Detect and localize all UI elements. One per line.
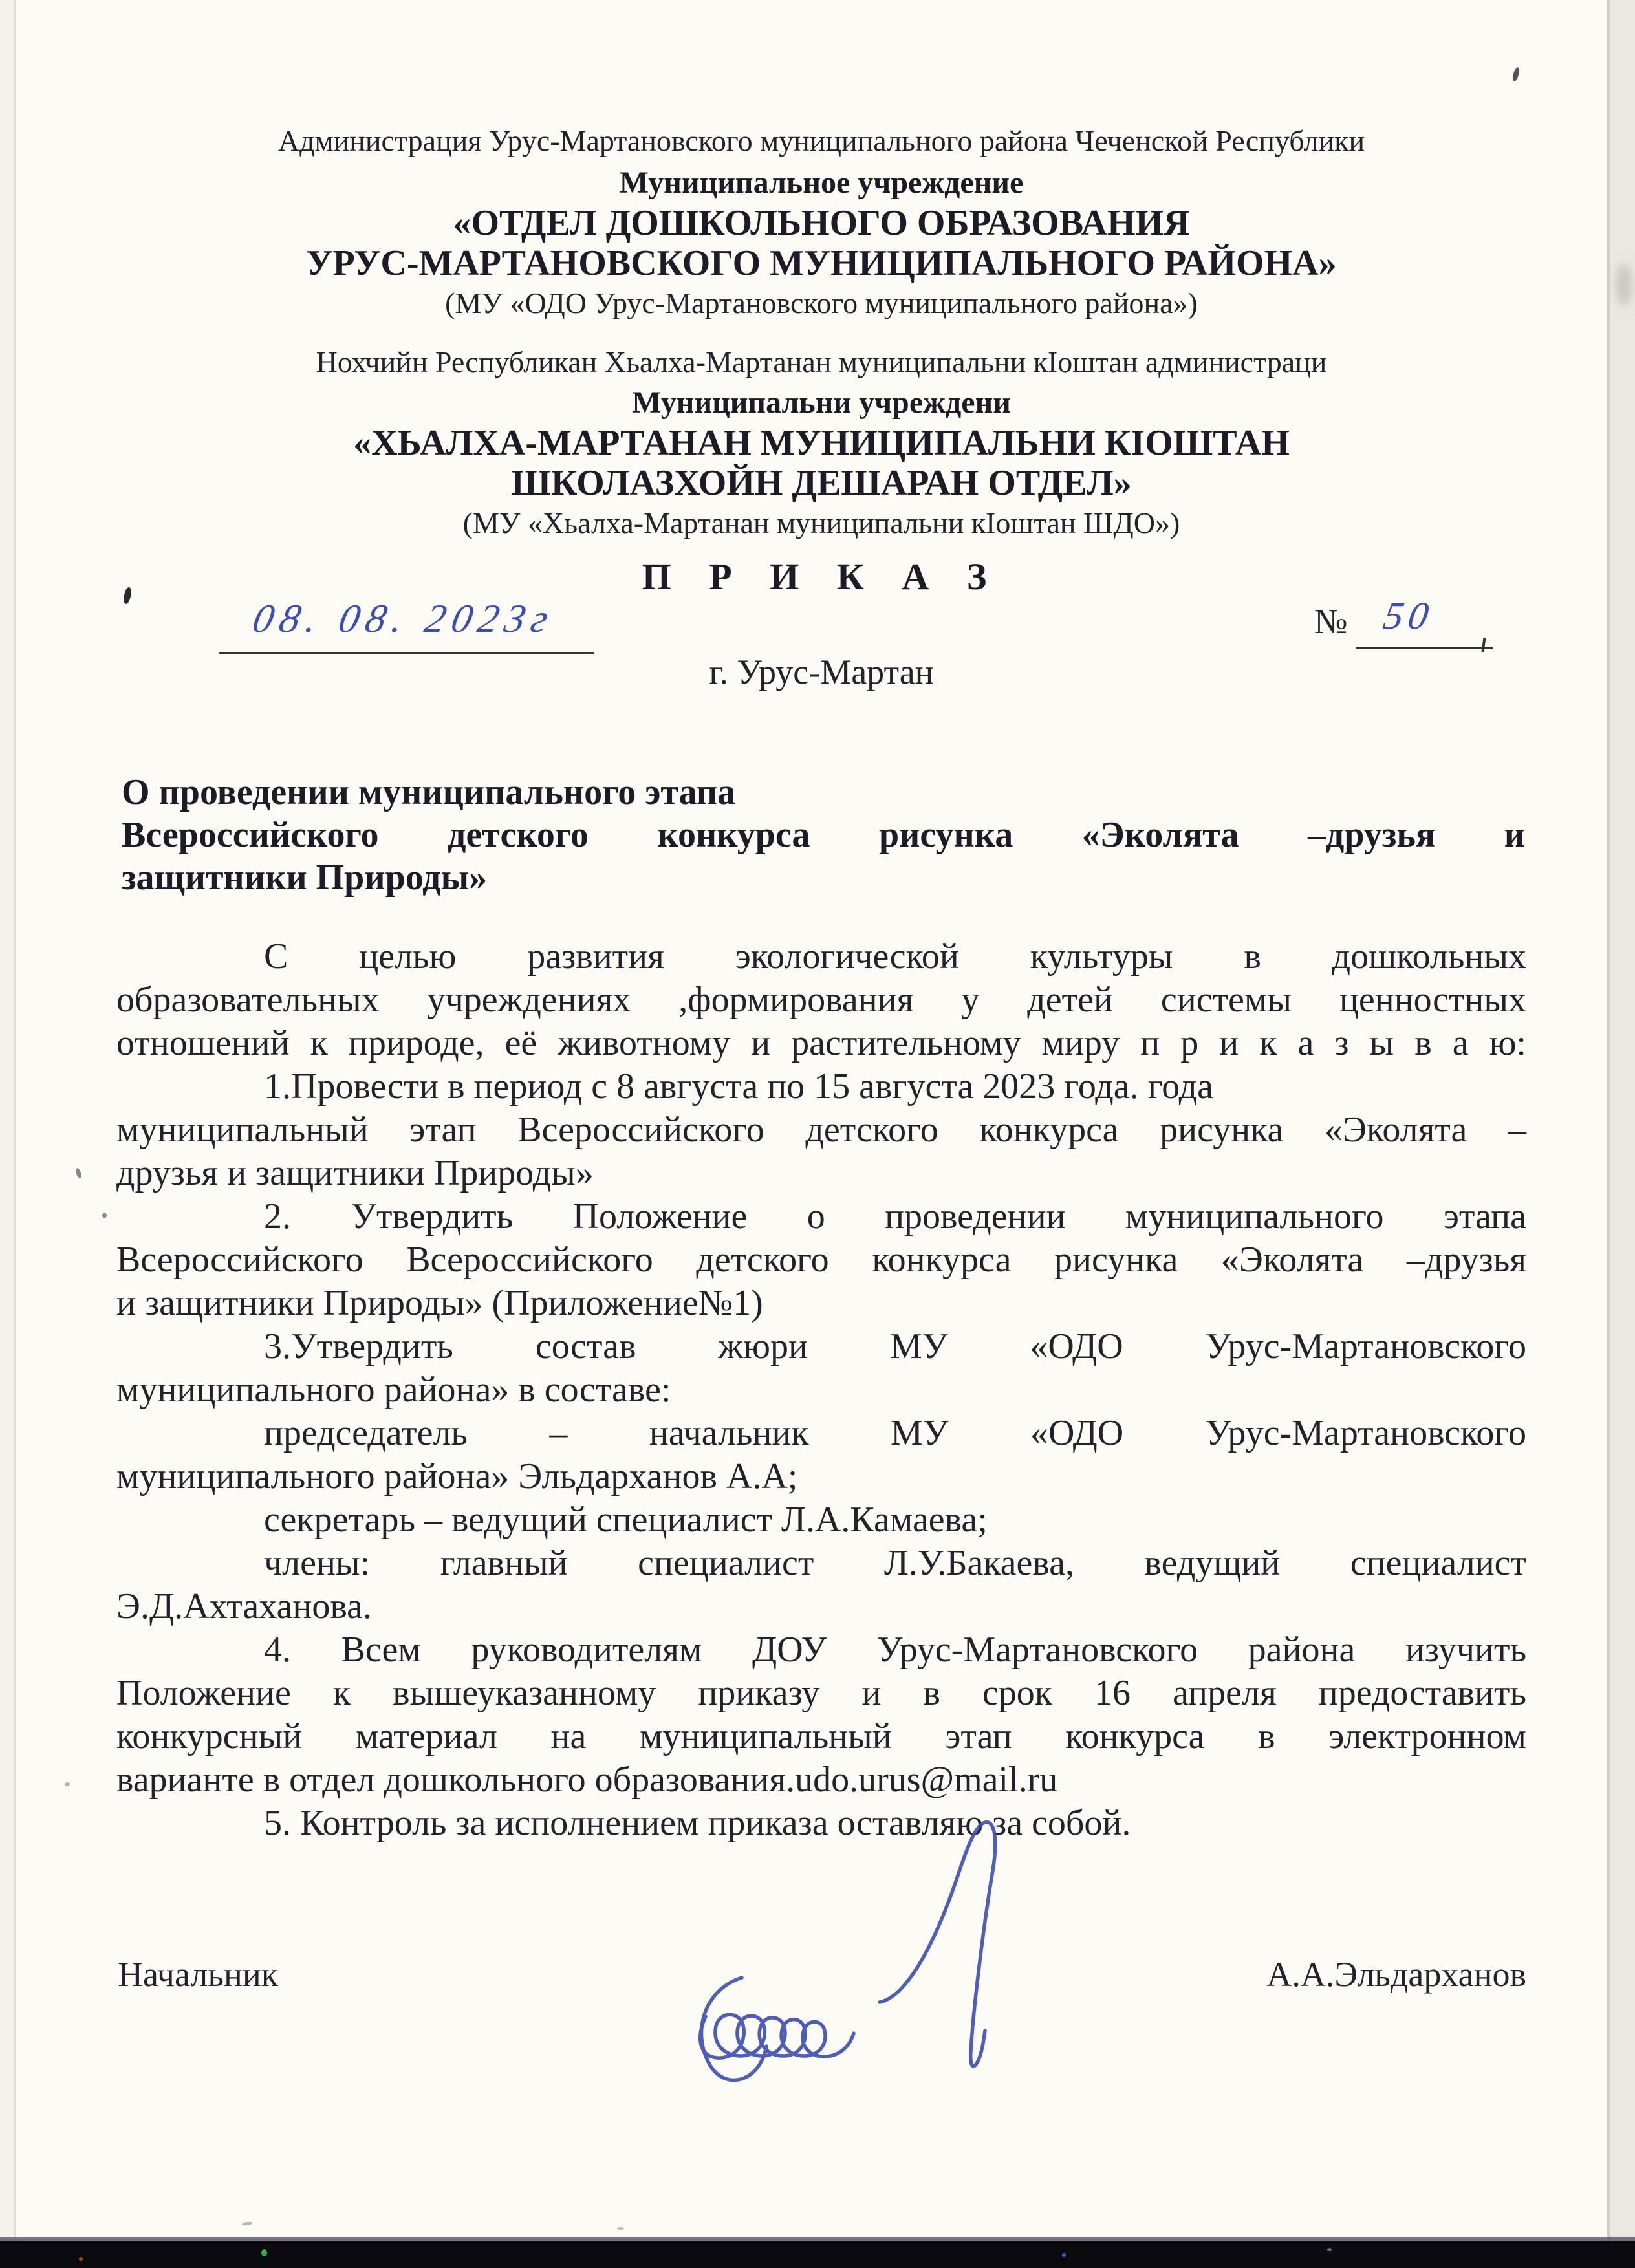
header-line: УРУС-МАРТАНОВСКОГО МУНИЦИПАЛЬНОГО РАЙОНА» (306, 243, 1337, 283)
scan-speck (261, 2249, 267, 2256)
body-lines (116, 935, 1526, 1845)
header-line: (МУ «Хьалха-Мартанан муниципальни кIоштан ШДО») (462, 506, 1180, 539)
scan-right-background (1610, 0, 1635, 2241)
body-line: 3.Утвердить состав жюри МУ «ОДО Урус-Мартановского (264, 1326, 1526, 1366)
body-line: Всероссийского Всероссийского детского конкурса рисунка «Эколята –друзья (116, 1240, 1526, 1280)
header-line: «ОТДЕЛ ДОШКОЛЬНОГО ОБРАЗОВАНИЯ (453, 203, 1190, 243)
scan-smudge (1616, 264, 1632, 305)
scan-band (0, 2241, 1635, 2268)
scan-mark (102, 1213, 107, 1218)
handwritten-date: 08. 08. 2023г (248, 597, 559, 641)
scan-mark (75, 1167, 83, 1178)
order-title: П Р И К А З (642, 556, 1001, 598)
body-line: друзья и защитники Природы» (116, 1153, 594, 1193)
signatory-position: Начальник (118, 1955, 279, 1994)
scan-mark (1511, 67, 1521, 81)
scan-mark (65, 1782, 70, 1786)
scan-left-margin (0, 0, 14, 2241)
subject-line: защитники Природы» (122, 858, 488, 898)
body-line: 4. Всем руководителям ДОУ Урус-Мартановского района изучить (264, 1630, 1526, 1670)
body-line: 1.Провести в период с 8 августа по 15 августа 2023 года. года (264, 1066, 1213, 1107)
number-label: № (1314, 602, 1348, 641)
body-line: председатель – начальник МУ «ОДО Урус-Мартановского (264, 1413, 1526, 1453)
scan-left-edge-line (14, 0, 16, 2241)
subject-line: О проведении муниципального этапа (122, 772, 736, 812)
body-line: конкурсный материал на муниципальный этап конкурса в электронном (116, 1716, 1526, 1756)
body-line: Э.Д.Ахтаханова. (116, 1586, 372, 1626)
body-line: 5. Контроль за исполнением приказа оставляю за собой. (264, 1803, 1131, 1843)
body-line: секретарь – ведущий специалист Л.А.Камаева; (264, 1500, 988, 1540)
body-line: образовательных учреждениях ,формирования у детей системы ценностных (116, 980, 1526, 1020)
header-chechen (116, 341, 1526, 543)
body-line: муниципального района» в составе: (116, 1370, 671, 1410)
scan-dust (242, 2221, 253, 2226)
signatory-name: А.А.Эльдарханов (1266, 1955, 1526, 1994)
header-line: Нохчийн Республикан Хьалха-Мартанан муниципальни кIоштан администраци (316, 345, 1327, 378)
body-line: отношений к природе, её животному и растительному миру п р и к а з ы в а ю: (116, 1023, 1526, 1063)
body-line: члены: главный специалист Л.У.Бакаева, ведущий специалист (264, 1543, 1526, 1583)
header-line: «ХЬАЛХА-МАРТАНАН МУНИЦИПАЛЬНИ КIОШТАН (353, 423, 1290, 463)
header-line: Муниципальни учреждени (632, 385, 1011, 420)
body-line: и защитники Природы» (Приложение№1) (116, 1283, 763, 1323)
subject-line: Всероссийского детского конкурса рисунка «Эколята –друзья и (122, 815, 1525, 855)
header-line: Администрация Урус-Мартановского муниципального района Чеченской Республики (277, 124, 1365, 157)
body-line: 2. Утвердить Положение о проведении муниципального этапа (264, 1196, 1526, 1237)
city-line: г. Урус-Мартан (709, 653, 934, 691)
scan-speck (1062, 2253, 1066, 2257)
scan-speck (79, 2257, 83, 2261)
body-line: С целью развития экологической культуры в дошкольных (264, 936, 1526, 977)
body-line: муниципального района» Эльдарханов А.А; (116, 1456, 798, 1496)
number-underline (1356, 647, 1493, 649)
scan-dust (617, 2227, 624, 2230)
scan-speck (1327, 2248, 1332, 2251)
handwritten-number: 50 (1380, 594, 1437, 637)
handwritten-signature (682, 1811, 1096, 2089)
body-line: муниципальный этап Всероссийского детского конкурса рисунка «Эколята – (116, 1110, 1526, 1150)
header-line: ШКОЛАЗХОЙН ДЕШАРАН ОТДЕЛ» (511, 463, 1132, 503)
header-russian (116, 119, 1526, 323)
header-line: Муниципальное учреждение (619, 166, 1024, 200)
pen-tick (1481, 638, 1486, 652)
body-line: Положение к вышеуказанному приказу и в срок 16 апреля предоставить (116, 1673, 1526, 1713)
header-line: (МУ «ОДО Урус-Мартановского муниципального района») (445, 286, 1198, 319)
subject-block (122, 771, 1525, 899)
body-line: варианте в отдел дошкольного образования.udo.urus@mail.ru (116, 1760, 1058, 1800)
